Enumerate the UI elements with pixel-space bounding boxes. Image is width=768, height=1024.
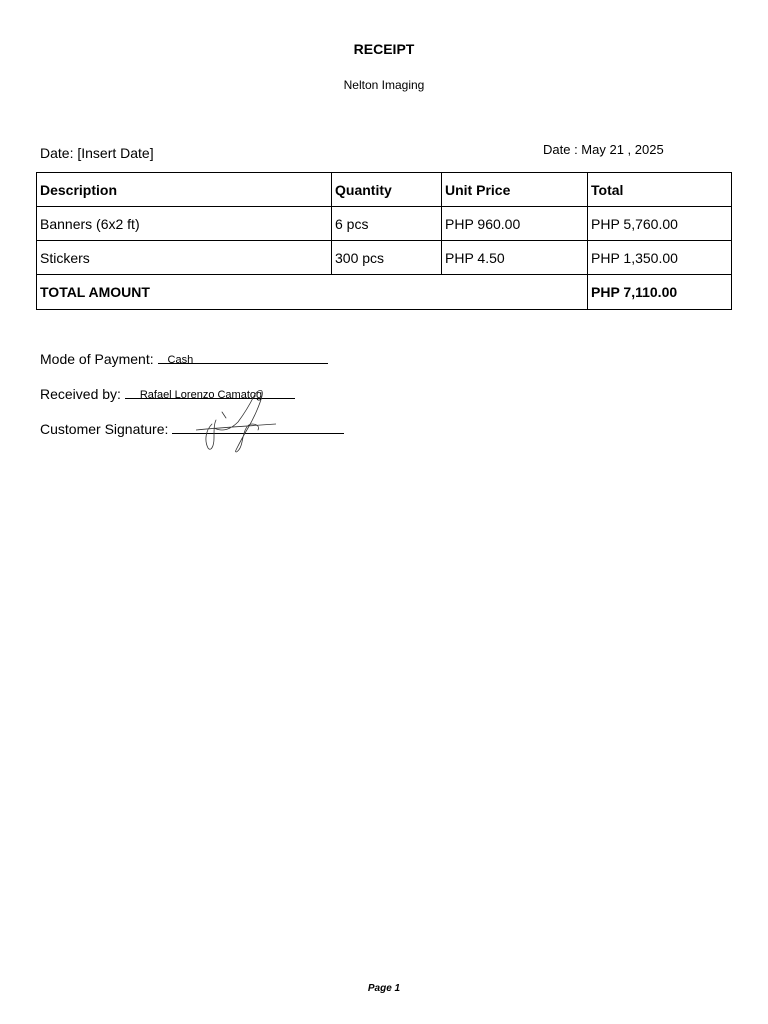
- handwritten-signature: [196, 384, 276, 456]
- row-quantity: 300 pcs: [332, 241, 442, 275]
- receipt-date: Date : May 21 , 2025: [543, 142, 664, 157]
- received-label: Received by:: [40, 386, 121, 402]
- payment-value: Cash: [167, 354, 194, 366]
- row-unit-price: PHP 960.00: [442, 207, 588, 241]
- header-total: Total: [588, 173, 732, 207]
- payment-line: [158, 351, 328, 364]
- total-label: TOTAL AMOUNT: [37, 275, 588, 310]
- payment-field: [40, 351, 328, 367]
- row-quantity: 6 pcs: [332, 207, 442, 241]
- row-total: PHP 5,760.00: [588, 207, 732, 241]
- total-row: [37, 275, 732, 310]
- company-name: Nelton Imaging: [343, 78, 425, 92]
- table-header-row: [37, 173, 732, 207]
- signature-label: Customer Signature:: [40, 421, 169, 437]
- header-unit-price: Unit Price: [442, 173, 588, 207]
- received-value: Rafael Lorenzo Camatog: [139, 389, 263, 401]
- receipt-title: RECEIPT: [353, 41, 415, 57]
- row-total: PHP 1,350.00: [588, 241, 732, 275]
- row-description: Banners (6x2 ft): [37, 207, 332, 241]
- row-description: Stickers: [37, 241, 332, 275]
- signature-field: [40, 421, 344, 437]
- header-description: Description: [37, 173, 332, 207]
- date-placeholder: Date: [Insert Date]: [40, 145, 154, 161]
- table-row: [37, 241, 732, 275]
- table-row: [37, 207, 732, 241]
- row-unit-price: PHP 4.50: [442, 241, 588, 275]
- page-number: Page 1: [367, 983, 401, 994]
- header-quantity: Quantity: [332, 173, 442, 207]
- payment-label: Mode of Payment:: [40, 351, 154, 367]
- receipt-table: [36, 172, 732, 310]
- total-value: PHP 7,110.00: [588, 275, 732, 310]
